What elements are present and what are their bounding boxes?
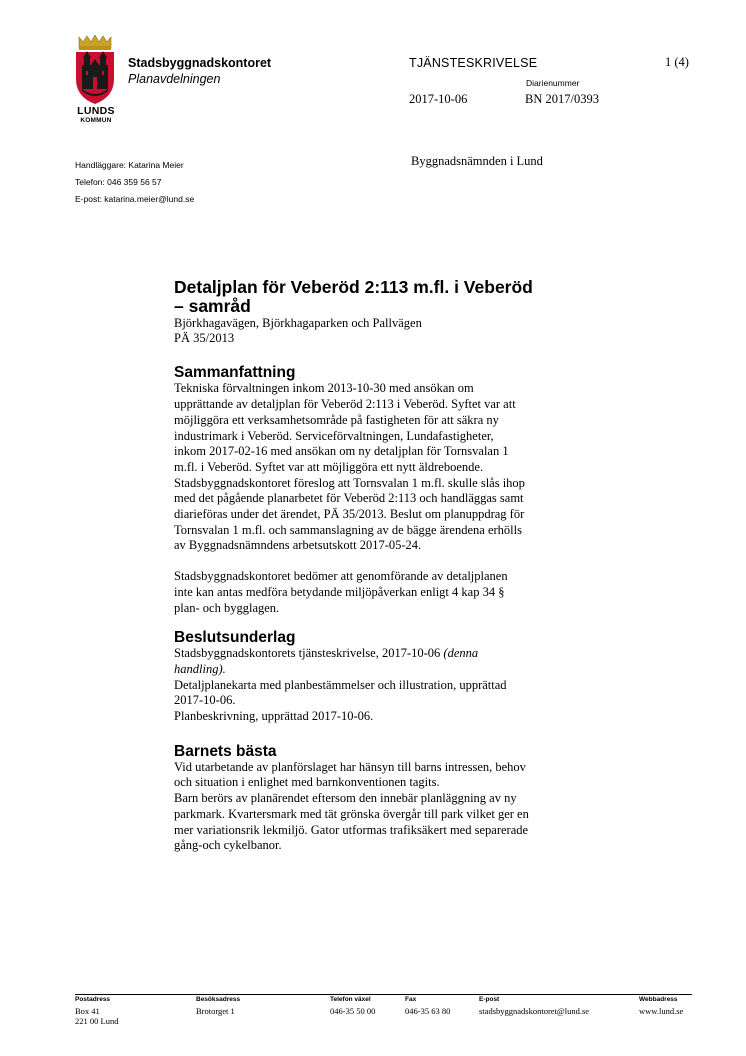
document-title <box>174 278 614 316</box>
footer-value: Brotorget 1 <box>196 1005 235 1016</box>
barnets-basta-paragraph <box>174 760 614 854</box>
logo-line-kommun: KOMMUN <box>80 116 112 124</box>
text-line: industrimark i Veberöd. Serviceförvaltningen, Lundafastigheter, <box>174 428 494 443</box>
crest-icon <box>73 35 117 105</box>
subtitle-case-no: PÄ 35/2013 <box>174 331 235 346</box>
footer-value: 046-35 50 00 <box>330 1005 376 1016</box>
beslutsunderlag-list <box>174 646 614 725</box>
text-line: mer variationsrik lekmiljö. Gator utformas trafiksäkert med separerade <box>174 822 529 837</box>
text-line: Stadsbyggnadskontoret bedömer att genomförande av detaljplanen <box>174 569 508 584</box>
heading-sammanfattning: Sammanfattning <box>174 364 296 382</box>
text-line: inte kan antas medföra betydande miljöpåverkan enligt 4 kap 34 § <box>174 584 505 599</box>
text-line: Planbeskrivning, upprättad 2017-10-06. <box>174 709 374 724</box>
title-line-2: – samråd <box>174 296 251 316</box>
diarienummer-value: BN 2017/0393 <box>525 92 599 106</box>
footer-value: stadsbyggnadskontoret@lund.se <box>479 1005 590 1016</box>
logo-line-lunds: LUNDS <box>77 105 115 117</box>
footer-value: 221 00 Lund <box>75 1016 119 1026</box>
contact-phone: Telefon: 046 359 56 57 <box>75 177 162 187</box>
recipient: Byggnadsnämnden i Lund <box>411 154 543 168</box>
text-line: Stadsbyggnadskontoret föreslog att Tornsvalan 1 m.fl. skulle slås ihop <box>174 475 525 490</box>
org-department: Planavdelningen <box>128 72 221 86</box>
text-line: och situation i enlighet med barnkonventionen tagits. <box>174 775 440 790</box>
footer-value: 046-35 63 80 <box>405 1005 451 1016</box>
heading-beslutsunderlag: Beslutsunderlag <box>174 629 296 647</box>
text-line: Barn berörs av planärendet eftersom den innebär planläggning av ny <box>174 791 517 806</box>
text-line: parkmark. Kvartersmark med tät grönska övergår till park vilket ger en <box>174 806 529 821</box>
text-line: möjliggöra ett verksamhetsområde på fastigheten för att säkra ny <box>174 412 499 427</box>
text-line: upprättande av detaljplan för Veberöd 2:113 i Veberöd. Syftet var att <box>174 397 516 412</box>
heading-barnets-basta: Barnets bästa <box>174 742 277 760</box>
text-line: gång-och cykelbanor. <box>174 838 282 853</box>
text-line: Vid utarbetande av planförslaget har hänsyn till barns intressen, behov <box>174 759 526 774</box>
footer-postadress <box>75 997 118 1027</box>
text-line: Detaljplanekarta med planbestämmelser och illustration, upprättad <box>174 677 507 692</box>
footer-label: E-post <box>479 996 500 1003</box>
footer-divider <box>75 994 692 995</box>
handlaggare: Handläggare: Katarina Meier <box>75 160 184 170</box>
page-number: 1 (4) <box>665 55 689 69</box>
text-line: 2017-10-06. <box>174 693 236 708</box>
footer-telefon <box>330 997 375 1016</box>
text-line: med det pågående planarbetet för Veberöd 2:113 och handläggas samt <box>174 491 524 506</box>
text-line: Tekniska förvaltningen inkom 2013-10-30 med ansökan om <box>174 381 474 396</box>
footer-label: Postadress <box>75 996 111 1003</box>
text-line: diarieföras under det ärendet, PÄ 35/2013. Beslut om planuppdrag för <box>174 507 525 522</box>
document-date: 2017-10-06 <box>409 92 468 106</box>
footer-webbadress <box>639 997 683 1016</box>
text-line: inkom 2017-02-16 med ansökan om ny detaljplan för Tornsvalan 1 <box>174 444 509 459</box>
sammanfattning-paragraph-2 <box>174 569 614 616</box>
subtitle-streets: Björkhagavägen, Björkhagaparken och Pallvägen <box>174 316 422 330</box>
text-line <box>174 662 614 678</box>
diarienummer-label: Diarienummer <box>526 78 580 88</box>
footer-besoksadress <box>196 997 240 1016</box>
org-name: Stadsbyggnadskontoret <box>128 56 272 70</box>
decision-basis-item: Stadsbyggnadskontorets tjänsteskrivelse, 2017-10-06 <box>174 646 441 661</box>
decision-basis-note-cont: handling). <box>174 661 226 676</box>
title-line-1: Detaljplan för Veberöd 2:113 m.fl. i Veberöd <box>174 277 533 297</box>
footer-value: Box 41 <box>75 1005 100 1016</box>
text-line <box>174 646 614 662</box>
text-line: m.fl. i Veberöd. Syftet var att möjliggöra ett nytt äldreboende. <box>174 459 484 474</box>
footer-epost <box>479 997 589 1016</box>
decision-basis-note: (denna <box>443 646 479 661</box>
sammanfattning-paragraph-1 <box>174 381 614 554</box>
text-line: Tornsvalan 1 m.fl. och sammanslagning av de bägge ärendena erhölls <box>174 522 522 537</box>
logo-wordmark <box>72 106 120 124</box>
footer-label: Besöksadress <box>196 996 241 1003</box>
footer-value: www.lund.se <box>639 1005 684 1016</box>
footer-label: Webbadress <box>639 996 678 1003</box>
footer-label: Telefon växel <box>330 996 371 1003</box>
document-type: TJÄNSTESKRIVELSE <box>409 56 538 70</box>
text-line: av Byggnadsnämndens arbetsutskott 2017-05-24. <box>174 538 422 553</box>
document-body <box>174 278 614 854</box>
footer-fax <box>405 997 450 1016</box>
contact-email: E-post: katarina.meier@lund.se <box>75 194 195 204</box>
footer-label: Fax <box>405 996 417 1003</box>
text-line: plan- och bygglagen. <box>174 600 280 615</box>
